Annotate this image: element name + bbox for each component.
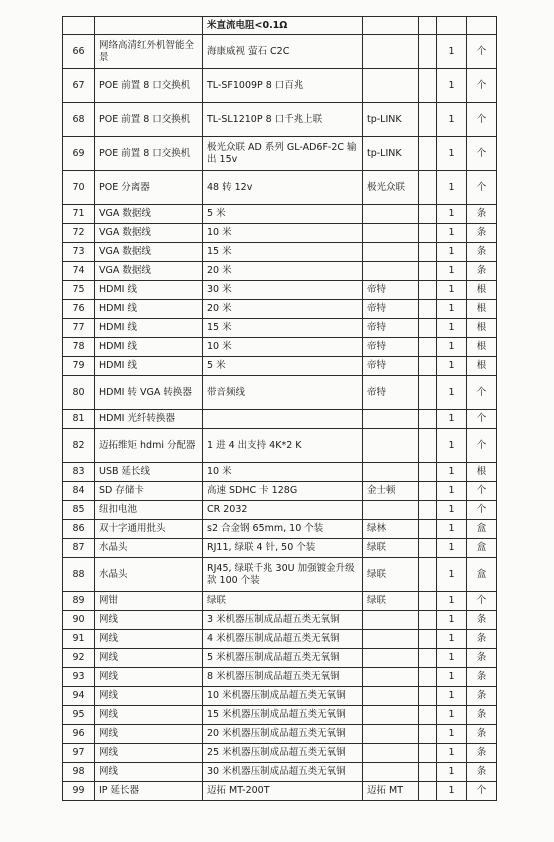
cell-spec: 25 米机器压制成品超五类无氧铜 [203,744,363,763]
cell-spec: 5 米 [203,205,363,224]
cell-blank [419,300,437,319]
cell-unit: 个 [467,410,497,429]
cell-unit: 条 [467,224,497,243]
cell-brand [363,744,419,763]
cell-name: VGA 数据线 [95,243,203,262]
cell-qty: 1 [437,224,467,243]
cell-qty: 1 [437,725,467,744]
cell-blank [419,744,437,763]
cell-spec: 绿联 [203,592,363,611]
cell-blank [419,668,437,687]
cell-qty: 1 [437,103,467,137]
cell-unit: 条 [467,763,497,782]
cell-blank [419,262,437,281]
cell-blank [419,319,437,338]
cell-blank [419,137,437,171]
cell-spec: 1 进 4 出支持 4K*2 K [203,429,363,463]
cell-qty: 1 [437,501,467,520]
table-row [63,429,497,463]
cell-spec: 5 米机器压制成品超五类无氧铜 [203,649,363,668]
table-row-continued [63,17,497,35]
cell-brand [363,668,419,687]
cell-qty [437,17,467,35]
cell-qty: 1 [437,357,467,376]
cell-name: 水晶头 [95,558,203,592]
cell-name: HDMI 线 [95,357,203,376]
cell-unit: 个 [467,501,497,520]
cell-name: USB 延长线 [95,463,203,482]
cell-no: 80 [63,376,95,410]
cell-brand [363,649,419,668]
table-row [63,482,497,501]
cell-name: 网线 [95,763,203,782]
cell-brand: 极光众联 [363,171,419,205]
cell-qty: 1 [437,300,467,319]
cell-qty: 1 [437,706,467,725]
cell-brand: tp-LINK [363,137,419,171]
cell-qty: 1 [437,687,467,706]
cell-spec: 20 米机器压制成品超五类无氧铜 [203,725,363,744]
cell-no: 78 [63,338,95,357]
cell-unit: 根 [467,338,497,357]
table-row [63,69,497,103]
cell-qty: 1 [437,410,467,429]
cell-brand [363,205,419,224]
cell-no: 96 [63,725,95,744]
cell-spec: 10 米机器压制成品超五类无氧铜 [203,687,363,706]
cell-no: 67 [63,69,95,103]
cell-blank [419,687,437,706]
cell-name: POE 分离器 [95,171,203,205]
cell-brand [363,429,419,463]
cell-qty: 1 [437,649,467,668]
cell-unit: 条 [467,262,497,281]
cell-blank [419,376,437,410]
cell-blank [419,501,437,520]
cell-unit: 条 [467,725,497,744]
cell-name: SD 存储卡 [95,482,203,501]
table-row [63,763,497,782]
cell-unit [467,17,497,35]
cell-no [63,17,95,35]
cell-no: 92 [63,649,95,668]
cell-no: 74 [63,262,95,281]
cell-spec [203,410,363,429]
cell-unit: 盒 [467,558,497,592]
cell-brand [363,463,419,482]
cell-blank [419,357,437,376]
cell-no: 87 [63,539,95,558]
cell-blank [419,558,437,592]
cell-blank [419,782,437,801]
cell-qty: 1 [437,205,467,224]
cell-no: 95 [63,706,95,725]
cell-unit: 个 [467,69,497,103]
table-row [63,357,497,376]
cell-spec: 迈拓 MT-200T [203,782,363,801]
cell-brand: 帝特 [363,300,419,319]
cell-brand [363,706,419,725]
cell-name: IP 延长器 [95,782,203,801]
cell-spec: 米直流电阻<0.1Ω [203,17,363,35]
cell-qty: 1 [437,429,467,463]
cell-unit: 条 [467,687,497,706]
cell-blank [419,539,437,558]
cell-unit: 根 [467,463,497,482]
cell-spec: CR 2032 [203,501,363,520]
cell-brand: tp-LINK [363,103,419,137]
cell-no: 90 [63,611,95,630]
cell-name: 纽扣电池 [95,501,203,520]
cell-unit: 个 [467,376,497,410]
cell-blank [419,592,437,611]
cell-spec: 48 转 12v [203,171,363,205]
cell-name: POE 前置 8 口交换机 [95,69,203,103]
cell-spec: 带音频线 [203,376,363,410]
cell-name: 网线 [95,744,203,763]
cell-brand: 帝特 [363,376,419,410]
table-row [63,539,497,558]
cell-unit: 盒 [467,539,497,558]
cell-brand [363,687,419,706]
table-row [63,205,497,224]
table-row [63,725,497,744]
cell-name: HDMI 光纤转换器 [95,410,203,429]
cell-unit: 根 [467,300,497,319]
cell-qty: 1 [437,69,467,103]
cell-spec: 高速 SDHC 卡 128G [203,482,363,501]
cell-blank [419,482,437,501]
table-body [63,17,497,801]
cell-brand [363,243,419,262]
cell-no: 77 [63,319,95,338]
cell-blank [419,429,437,463]
cell-spec: 5 米 [203,357,363,376]
cell-no: 82 [63,429,95,463]
cell-no: 66 [63,35,95,69]
table-row [63,501,497,520]
cell-qty: 1 [437,171,467,205]
cell-no: 73 [63,243,95,262]
cell-spec: 10 米 [203,463,363,482]
cell-blank [419,281,437,300]
cell-unit: 条 [467,243,497,262]
cell-brand [363,17,419,35]
cell-blank [419,463,437,482]
cell-blank [419,35,437,69]
table-row [63,300,497,319]
cell-blank [419,205,437,224]
table-row [63,668,497,687]
cell-unit: 根 [467,281,497,300]
table-row [63,520,497,539]
cell-spec: TL-SL1210P 8 口千兆上联 [203,103,363,137]
cell-no: 81 [63,410,95,429]
cell-spec: 3 米机器压制成品超五类无氧铜 [203,611,363,630]
cell-blank [419,338,437,357]
cell-qty: 1 [437,482,467,501]
cell-name [95,17,203,35]
table-row [63,262,497,281]
cell-spec: 30 米 [203,281,363,300]
cell-spec: 海康威视 萤石 C2C [203,35,363,69]
cell-spec: 4 米机器压制成品超五类无氧铜 [203,630,363,649]
cell-blank [419,520,437,539]
cell-name: 网钳 [95,592,203,611]
cell-brand [363,410,419,429]
table-row [63,338,497,357]
cell-name: 网线 [95,611,203,630]
cell-unit: 条 [467,649,497,668]
cell-brand [363,630,419,649]
cell-blank [419,611,437,630]
cell-no: 69 [63,137,95,171]
cell-name: POE 前置 8 口交换机 [95,137,203,171]
cell-qty: 1 [437,463,467,482]
cell-no: 98 [63,763,95,782]
cell-unit: 个 [467,35,497,69]
table-row [63,137,497,171]
table-row [63,744,497,763]
cell-no: 86 [63,520,95,539]
table-row [63,463,497,482]
cell-name: VGA 数据线 [95,224,203,243]
cell-no: 79 [63,357,95,376]
cell-qty: 1 [437,744,467,763]
cell-name: 网线 [95,649,203,668]
cell-spec: 20 米 [203,262,363,281]
cell-blank [419,103,437,137]
cell-unit: 条 [467,668,497,687]
cell-qty: 1 [437,782,467,801]
cell-no: 85 [63,501,95,520]
cell-unit: 个 [467,482,497,501]
cell-qty: 1 [437,520,467,539]
cell-name: VGA 数据线 [95,262,203,281]
cell-no: 88 [63,558,95,592]
cell-unit: 条 [467,205,497,224]
table-row [63,376,497,410]
equipment-list-table [62,16,497,801]
cell-unit: 条 [467,611,497,630]
cell-unit: 个 [467,429,497,463]
cell-unit: 个 [467,103,497,137]
cell-brand: 绿联 [363,539,419,558]
table-row [63,171,497,205]
cell-brand: 金士顿 [363,482,419,501]
cell-no: 71 [63,205,95,224]
table-row [63,649,497,668]
cell-spec: 15 米机器压制成品超五类无氧铜 [203,706,363,725]
cell-blank [419,630,437,649]
cell-unit: 条 [467,630,497,649]
cell-brand: 帝特 [363,319,419,338]
cell-no: 83 [63,463,95,482]
cell-name: VGA 数据线 [95,205,203,224]
cell-qty: 1 [437,539,467,558]
cell-unit: 条 [467,706,497,725]
cell-name: HDMI 线 [95,300,203,319]
table-row [63,782,497,801]
table-row [63,611,497,630]
cell-name: HDMI 转 VGA 转换器 [95,376,203,410]
cell-no: 89 [63,592,95,611]
cell-unit: 个 [467,592,497,611]
table-row [63,592,497,611]
cell-no: 99 [63,782,95,801]
cell-qty: 1 [437,668,467,687]
cell-brand: 绿联 [363,592,419,611]
cell-name: 迈拓维矩 hdmi 分配器 [95,429,203,463]
cell-qty: 1 [437,763,467,782]
cell-blank [419,763,437,782]
cell-brand: 帝特 [363,281,419,300]
cell-spec: 8 米机器压制成品超五类无氧铜 [203,668,363,687]
cell-qty: 1 [437,35,467,69]
cell-no: 84 [63,482,95,501]
cell-blank [419,649,437,668]
cell-name: HDMI 线 [95,281,203,300]
cell-brand [363,501,419,520]
table-row [63,35,497,69]
cell-name: HDMI 线 [95,338,203,357]
cell-name: 网线 [95,687,203,706]
cell-unit: 个 [467,171,497,205]
cell-name: 网线 [95,630,203,649]
cell-qty: 1 [437,243,467,262]
cell-unit: 个 [467,782,497,801]
cell-qty: 1 [437,281,467,300]
cell-brand: 帝特 [363,357,419,376]
cell-spec: RJ11, 绿联 4 针, 50 个装 [203,539,363,558]
cell-brand [363,224,419,243]
cell-brand: 绿林 [363,520,419,539]
cell-name: 网线 [95,725,203,744]
cell-blank [419,224,437,243]
cell-no: 94 [63,687,95,706]
cell-qty: 1 [437,630,467,649]
cell-unit: 根 [467,319,497,338]
cell-blank [419,171,437,205]
table-row [63,410,497,429]
cell-no: 72 [63,224,95,243]
cell-no: 76 [63,300,95,319]
cell-no: 97 [63,744,95,763]
cell-qty: 1 [437,376,467,410]
cell-no: 75 [63,281,95,300]
table-row [63,687,497,706]
cell-qty: 1 [437,558,467,592]
cell-unit: 条 [467,744,497,763]
cell-qty: 1 [437,338,467,357]
cell-name: 网线 [95,668,203,687]
cell-no: 70 [63,171,95,205]
cell-no: 91 [63,630,95,649]
cell-blank [419,17,437,35]
table-row [63,224,497,243]
cell-spec: 极光众联 AD 系列 GL-AD6F-2C 输出 15v [203,137,363,171]
cell-blank [419,706,437,725]
cell-blank [419,243,437,262]
cell-name: POE 前置 8 口交换机 [95,103,203,137]
cell-spec: 20 米 [203,300,363,319]
cell-brand [363,69,419,103]
table-row [63,243,497,262]
cell-qty: 1 [437,611,467,630]
cell-name: HDMI 线 [95,319,203,338]
cell-no: 68 [63,103,95,137]
cell-spec: TL-SF1009P 8 口百兆 [203,69,363,103]
cell-spec: 15 米 [203,243,363,262]
cell-blank [419,69,437,103]
cell-qty: 1 [437,262,467,281]
cell-unit: 盒 [467,520,497,539]
table-row [63,630,497,649]
cell-spec: 15 米 [203,319,363,338]
cell-qty: 1 [437,592,467,611]
table-row [63,558,497,592]
cell-brand: 帝特 [363,338,419,357]
cell-spec: 30 米机器压制成品超五类无氧铜 [203,763,363,782]
cell-blank [419,410,437,429]
cell-spec: s2 合金钢 65mm, 10 个装 [203,520,363,539]
cell-no: 93 [63,668,95,687]
cell-name: 网线 [95,706,203,725]
cell-brand [363,611,419,630]
cell-unit: 个 [467,137,497,171]
cell-qty: 1 [437,137,467,171]
cell-brand [363,725,419,744]
cell-unit: 根 [467,357,497,376]
cell-name: 网络高清红外机智能全景 [95,35,203,69]
cell-qty: 1 [437,319,467,338]
table-row [63,281,497,300]
cell-brand [363,763,419,782]
cell-blank [419,725,437,744]
cell-brand: 绿联 [363,558,419,592]
cell-brand [363,35,419,69]
cell-spec: 10 米 [203,224,363,243]
cell-name: 水晶头 [95,539,203,558]
cell-brand [363,262,419,281]
cell-spec: 10 米 [203,338,363,357]
table-row [63,706,497,725]
cell-name: 双十字通用批头 [95,520,203,539]
cell-spec: RJ45, 绿联千兆 30U 加强镀金升级款 100 个装 [203,558,363,592]
table-row [63,319,497,338]
table-row [63,103,497,137]
cell-brand: 迈拓 MT [363,782,419,801]
